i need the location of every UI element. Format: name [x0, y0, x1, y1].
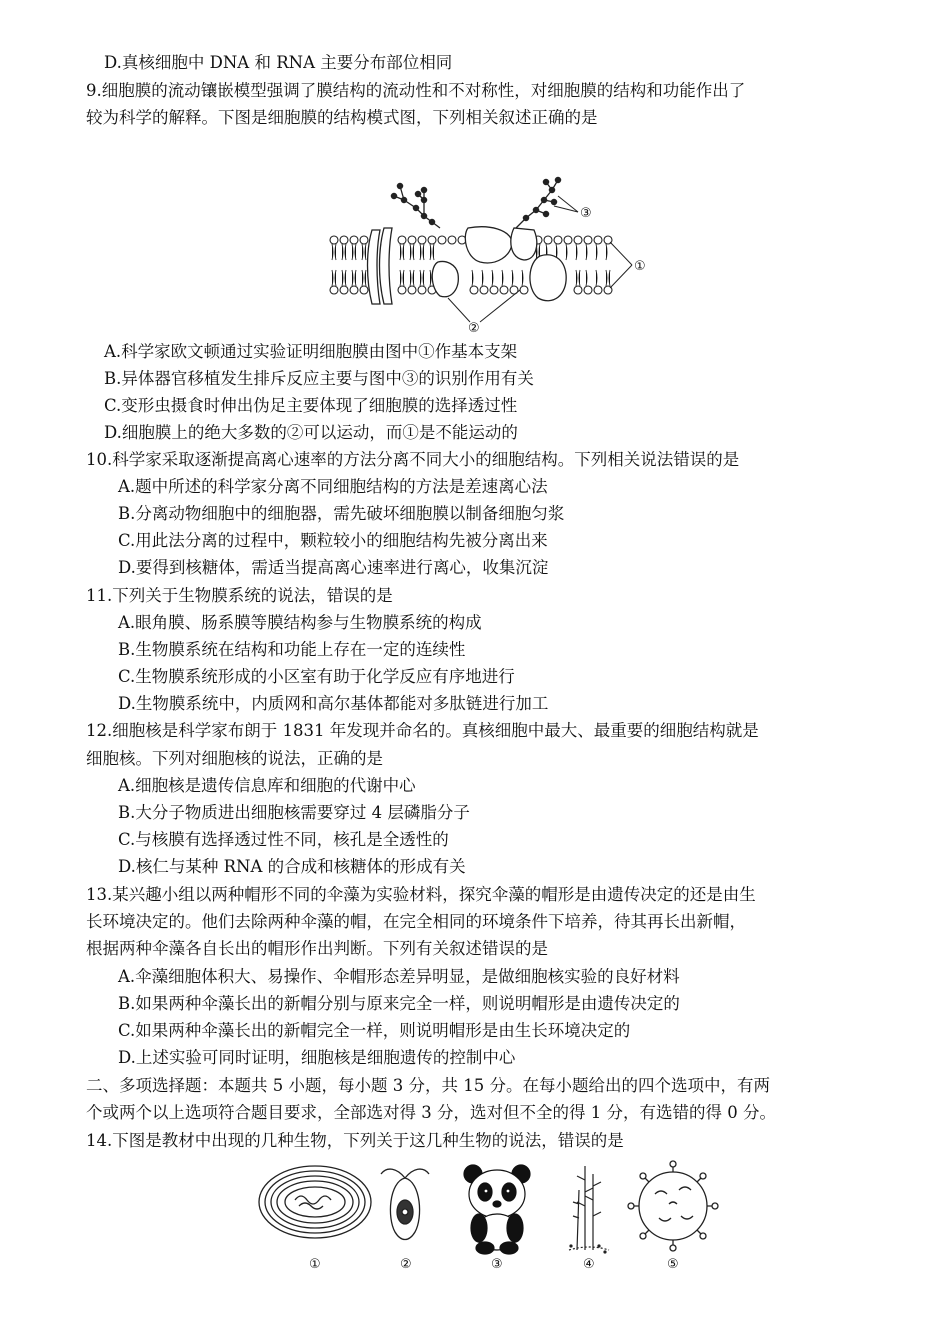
q11-stem: 11.下列关于生物膜系统的说法，错误的是 [86, 586, 393, 605]
q13-stem-line2: 长环境决定的。他们去除两种伞藻的帽，在完全相同的环境条件下培养，待其再长出新帽， [86, 912, 746, 931]
q11-option-d: D.生物膜系统中，内质网和高尔基体都能对多肽链进行加工 [118, 694, 549, 713]
q13-option-c: C.如果两种伞藻长出的新帽完全一样，则说明帽形是由生长环境决定的 [118, 1021, 631, 1040]
plant-illustration [569, 1166, 609, 1253]
organism-label-1: ① [309, 1257, 321, 1270]
chlamydomonas-illustration [381, 1169, 429, 1239]
organisms-figure [255, 1160, 725, 1270]
q10-stem: 10.科学家采取逐渐提高离心速率的方法分离不同大小的细胞结构。下列相关说法错误的是 [86, 450, 740, 469]
q14-stem: 14.下图是教材中出现的几种生物，下列关于这几种生物的说法，错误的是 [86, 1131, 624, 1150]
q12-stem-line2: 细胞核。下列对细胞核的说法，正确的是 [86, 749, 383, 768]
q10-option-c: C.用此法分离的过程中，颗粒较小的细胞结构先被分离出来 [118, 531, 548, 550]
panda-illustration [464, 1165, 530, 1254]
membrane-label-1: ① [634, 259, 646, 274]
q13-stem-line3: 根据两种伞藻各自长出的帽形作出判断。下列有关叙述错误的是 [86, 939, 548, 958]
membrane-label-3: ③ [580, 206, 592, 221]
q11-option-c: C.生物膜系统形成的小区室有助于化学反应有序地进行 [118, 667, 515, 686]
organism-label-4: ④ [583, 1257, 595, 1270]
q12-option-a: A.细胞核是遗传信息库和细胞的代谢中心 [118, 776, 416, 795]
q11-option-a: A.眼角膜、肠系膜等膜结构参与生物膜系统的构成 [118, 613, 482, 632]
bacterium-illustration [259, 1166, 371, 1238]
virus-illustration [628, 1161, 718, 1251]
organism-label-5: ⑤ [667, 1257, 679, 1270]
q10-option-d: D.要得到核糖体，需适当提高离心速率进行离心，收集沉淀 [118, 558, 549, 577]
q9-stem-line1: 9.细胞膜的流动镶嵌模型强调了膜结构的流动性和不对称性，对细胞膜的结构和功能作出了 [86, 81, 746, 100]
cell-membrane-diagram [320, 170, 660, 335]
section2-intro-line2: 个或两个以上选项符合题目要求，全部选对得 3 分，选对但不全的得 1 分，有选错的得 0 分。 [86, 1103, 776, 1122]
q8-option-d: D.真核细胞中 DNA 和 RNA 主要分布部位相同 [104, 53, 453, 72]
section2-intro-line1: 二、多项选择题：本题共 5 小题，每小题 3 分，共 15 分。在每小题给出的四个选项中，有两 [86, 1076, 770, 1095]
q9-option-a: A.科学家欧文顿通过实验证明细胞膜由图中①作基本支架 [104, 342, 518, 361]
q12-option-c: C.与核膜有选择透过性不同，核孔是全透性的 [118, 830, 449, 849]
q13-option-b: B.如果两种伞藻长出的新帽分别与原来完全一样，则说明帽形是由遗传决定的 [118, 994, 680, 1013]
q9-stem-line2: 较为科学的解释。下图是细胞膜的结构模式图，下列相关叙述正确的是 [86, 108, 598, 127]
q11-option-b: B.生物膜系统在结构和功能上存在一定的连续性 [118, 640, 466, 659]
q12-option-b: B.大分子物质进出细胞核需要穿过 4 层磷脂分子 [118, 803, 470, 822]
q10-option-a: A.题中所述的科学家分离不同细胞结构的方法是差速离心法 [118, 477, 548, 496]
q13-option-a: A.伞藻细胞体积大、易操作、伞帽形态差异明显，是做细胞核实验的良好材料 [118, 967, 680, 986]
q13-stem-line1: 13.某兴趣小组以两种帽形不同的伞藻为实验材料，探究伞藻的帽形是由遗传决定的还是由生 [86, 885, 756, 904]
q9-option-c: C.变形虫摄食时伸出伪足主要体现了细胞膜的选择透过性 [104, 396, 518, 415]
organism-label-2: ② [400, 1257, 412, 1270]
organism-label-3: ③ [491, 1257, 503, 1270]
q12-option-d: D.核仁与某种 RNA 的合成和核糖体的形成有关 [118, 857, 466, 876]
membrane-label-2: ② [468, 321, 480, 335]
q9-option-d: D.细胞膜上的绝大多数的②可以运动，而①是不能运动的 [104, 423, 518, 442]
q12-stem-line1: 12.细胞核是科学家布朗于 1831 年发现并命名的。真核细胞中最大、最重要的细胞结构就是 [86, 721, 759, 740]
q10-option-b: B.分离动物细胞中的细胞器，需先破坏细胞膜以制备细胞匀浆 [118, 504, 565, 523]
q9-option-b: B.异体器官移植发生排斥反应主要与图中③的识别作用有关 [104, 369, 534, 388]
q13-option-d: D.上述实验可同时证明，细胞核是细胞遗传的控制中心 [118, 1048, 516, 1067]
